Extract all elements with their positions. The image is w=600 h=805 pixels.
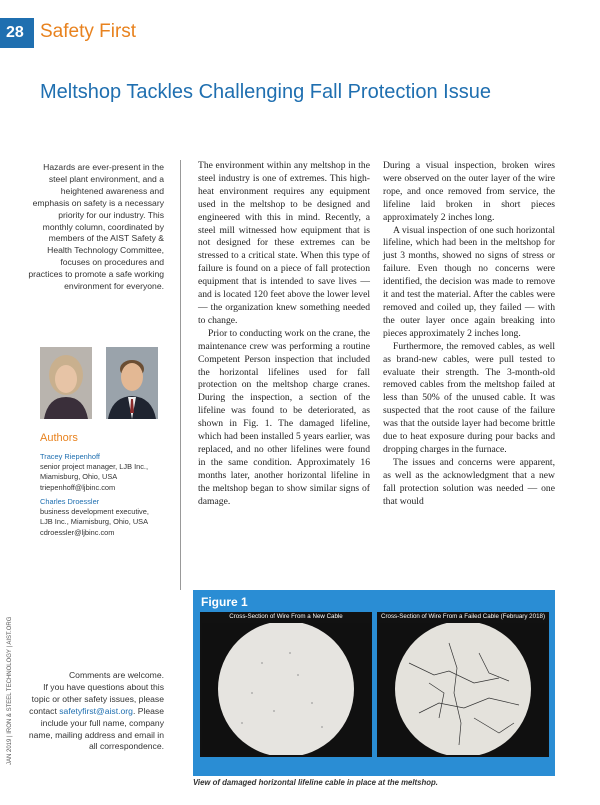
micrograph-failed-cable [379,623,547,755]
comments-line: Comments are welcome. [68,670,164,680]
column-intro: Hazards are ever-present in the steel plant environment, and a heightened awareness and emphasis on safety is a necessary priority for our industry. This monthly column, coordinated by members of the AIST Safety & Health Technology Committee, focuses on procedures and practices to promote a safe working environment for everyone. [28,162,164,292]
figure-label: Figure 1 [201,595,248,609]
micrograph-new-cable [202,623,370,755]
author-block [40,452,180,493]
contact-email-link[interactable]: safetyfirst@aist.org [59,705,133,716]
paragraph: During a visual inspection, broken wires were observed on the outer layer of the wire rope, and once removed from service, the lifeline laid broken in short pieces approximately 2 inches long. [383,160,555,223]
sidebar-folio [1,616,13,765]
authors-heading: Authors [40,432,78,444]
author-name: Tracey Riepenhoff [40,452,100,461]
paragraph: The environment within any meltshop in the steel industry is one of extremes. This high-heat environment requires any equipment used in the meltshop to be designed and engineered with this in mind. Recently, a steel mill witnessed how equipment that is not designed for these extremes can be stressed to a critical state. When this type of failure is found on a piece of fall protection equipment that is intended to save lives — and is located 120 feet above the lower level — the organization knew something needed to change. [198,160,370,326]
paragraph: Furthermore, the removed cables, as well as brand-new cables, were pull tested to evaluate their strength. The 3-month-old removed cables from the meltshop failed at less than 50% of the unused cable. It was suspected that the root cause of the failure was that the outside layer had become brittle due to heat exposure during pour backs and dropping charges in the furnace. [383,340,555,455]
author-block [40,497,180,538]
folio-text: JAN 2019 | IRON & STEEL TECHNOLOGY | AIST.ORG [7,616,13,765]
column-divider [180,160,181,590]
paragraph: A visual inspection of one such horizontal lifeline, which had been in the meltshop for just 3 months, showed no signs of stress or failure. Even though no concerns were identified, the decision was made to remove it and test the material. After the cables were removed and coiled up, they failed — with the outer layer once again breaking into pieces approximately 2 inches long. [383,224,555,339]
figure-caption: View of damaged horizontal lifeline cable in place at the meltshop. [193,778,438,787]
author-location: Miamisburg, Ohio, USA [40,472,118,482]
author-name: Charles Droessler [40,497,100,506]
paragraph: Prior to conducting work on the crane, the maintenance crew was performing a routine Competent Person inspection that included the horizontal lifelines used for fall protection on the meltshop charge cranes. During the inspection, a section of the lifeline was found to be deteriorated, as shown in Fig. 1. The damaged lifeline, which had been installed 5 years earlier, was replaced, and no other lifelines were found in the same condition. Approximately 16 months later, another horizontal lifeline in the meltshop began to show similar signs of damage. [198,327,370,507]
page-number: 28 [0,18,34,48]
article-title: Meltshop Tackles Challenging Fall Protection Issue [40,81,491,103]
paragraph: The issues and concerns were apparent, as well as the acknowledgment that a new fall protection solution was needed — one that would [383,456,555,507]
author-role: senior project manager, LJB Inc., [40,462,149,472]
comments-line: If you have questions about this topic or other safety issues, please contact [29,681,164,716]
page-header [0,18,600,48]
body-column-2 [383,160,555,508]
author-role: business development executive, [40,507,149,517]
author-email[interactable]: cdroessler@ljbinc.com [40,527,115,537]
author-photo-droessler [106,347,158,419]
panel-title: Cross-Section of Wire From a Failed Cable (February 2018) [380,613,546,620]
author-photo-riepenhoff [40,347,92,419]
comments-line: . Please include your full name, company name, mailing address and email in all correspondence. [28,705,164,752]
author-email[interactable]: triepenhoff@ljbinc.com [40,482,116,492]
figure-box [193,590,555,776]
panel-title: Cross-Section of Wire From a New Cable [229,613,343,620]
section-title: Safety First [40,21,137,42]
body-column-1 [198,160,370,508]
author-location: LJB Inc., Miamisburg, Ohio, USA [40,517,149,527]
figure-panel-new-cable [200,612,372,757]
comments-note [28,670,164,753]
figure-panel-failed-cable [377,612,549,757]
